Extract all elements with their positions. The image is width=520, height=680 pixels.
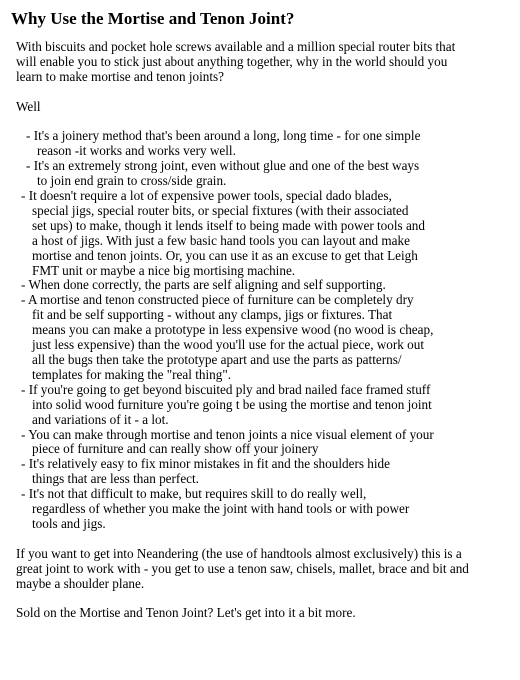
intro-paragraph [16,40,516,85]
list-item [16,129,516,159]
list-item-line: things that are less than perfect. [32,471,199,487]
list-item-line: just less expensive) than the wood you'll use for the actual piece, work out [32,337,425,353]
list-item-line: templates for making the "real thing". [32,366,231,382]
list-item-first-line: - You can make through mortise and tenon joints a nice visual element of your [21,426,434,442]
list-item-first-line: - It's a joinery method that's been around a long, long time - for one simple [26,128,421,144]
intro-line: With biscuits and pocket hole screws available and a million special router bits that [16,39,456,54]
list-item-line: tools and jigs. [32,515,106,531]
intro-line: learn to make mortise and tenon joints? [16,68,225,84]
well-text: Well [16,98,41,114]
closing-paragraph [16,547,516,592]
list-item [16,487,516,532]
paragraph-spacer [16,85,516,100]
list-item-first-line: - When done correctly, the parts are self aligning and self supporting. [21,277,386,293]
list-item [16,159,516,189]
closing-line: great joint to work with - you get to use a tenon saw, chisels, mallet, brace and bit and [16,560,469,576]
closing-line: If you want to get into Neandering (the use of handtools almost exclusively) this is a [16,545,462,561]
page-title: Why Use the Mortise and Tenon Joint? [11,9,295,28]
list-item-line: reason -it works and works very well. [37,143,236,159]
list-item-line: to join end grain to cross/side grain. [37,173,227,189]
list-item-line: special jigs, special router bits, or special fixtures (with their associated [32,202,409,218]
list-item [16,383,516,428]
list-item-line: regardless of whether you make the joint with hand tools or with power [32,501,410,517]
list-item-first-line: - A mortise and tenon constructed piece of furniture can be completely dry [21,292,414,308]
closing-line: maybe a shoulder plane. [16,575,145,591]
list-item-line: FMT unit or maybe a nice big mortising machine. [32,262,296,278]
article-body [16,40,516,621]
paragraph-spacer [16,532,516,547]
list-item-first-line: - If you're going to get beyond biscuited ply and brad nailed face framed stuff [21,381,431,397]
list-item-line: mortise and tenon joints. Or, you can use it as an excuse to get that Leigh [32,247,418,263]
final-line: Sold on the Mortise and Tenon Joint? Let's get into it a bit more. [16,605,356,621]
paragraph-spacer [16,115,516,130]
reasons-list [16,129,516,531]
list-item-first-line: - It's an extremely strong joint, even without glue and one of the best ways [26,158,420,174]
final-paragraph [16,606,516,621]
list-item-line: all the bugs then take the prototype apart and use the parts as patterns/ [32,352,402,367]
list-item-line: piece of furniture and can really show off your joinery [32,441,319,457]
list-item-line: and variations of it - a lot. [32,411,169,427]
list-item-first-line: - It's relatively easy to fix minor mistakes in fit and the shoulders hide [21,456,390,472]
list-item-line: into solid wood furniture you're going t be using the mortise and tenon joint [32,396,432,412]
list-item [16,457,516,487]
list-item [16,278,516,293]
list-item [16,428,516,458]
list-item [16,189,516,278]
list-item [16,293,516,382]
well-paragraph [16,100,516,115]
list-item-first-line: - It's not that difficult to make, but requires skill to do really well, [21,486,367,502]
list-item-line: a host of jigs. With just a few basic hand tools you can layout and make [32,232,410,248]
list-item-line: means you can make a prototype in less expensive wood (no wood is cheap, [32,322,434,338]
list-item-line: set ups) to make, though it lends itself to being made with power tools and [32,217,425,233]
paragraph-spacer [16,591,516,606]
list-item-first-line: - It doesn't require a lot of expensive power tools, special dado blades, [21,188,392,204]
intro-line: will enable you to stick just about anything together, why in the world should you [16,53,448,69]
list-item-line: fit and be self supporting - without any clamps, jigs or fixtures. That [32,307,393,323]
